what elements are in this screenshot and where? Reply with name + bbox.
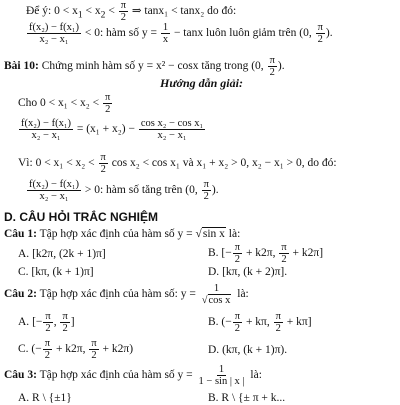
body-text: > 0: hàm số tăng trên (0, xyxy=(81,184,201,197)
question-3-option-b: B. R \ {± π + k... xyxy=(208,392,286,404)
fraction-denominator: 2 xyxy=(281,254,287,266)
fraction-denominator: √cos x xyxy=(201,295,231,307)
fraction-numerator: π xyxy=(275,311,281,322)
fraction xyxy=(43,338,52,361)
fraction-numerator: π xyxy=(62,311,68,322)
fraction-denominator: x₂ − x₁ xyxy=(31,130,61,142)
option-text: , xyxy=(53,316,60,329)
option-text: + k2π, xyxy=(53,343,89,356)
guide-result xyxy=(26,179,219,202)
question-label: Câu 2: xyxy=(4,288,37,301)
question-label: Câu 3: xyxy=(4,369,37,382)
option-text: (− xyxy=(218,316,232,329)
fraction-denominator: 2 xyxy=(44,350,51,362)
fraction-numerator: π xyxy=(281,242,287,253)
fraction-numerator: π xyxy=(120,0,126,11)
body-text: < 0: hàm số y = xyxy=(81,27,160,40)
option-text: + k2π] xyxy=(289,247,324,260)
body-text: ). xyxy=(211,184,219,197)
guide-title: Hướng dẫn giải: xyxy=(160,76,243,90)
fraction xyxy=(19,118,73,141)
fraction-numerator: π xyxy=(269,55,275,66)
fraction-denominator: 2 xyxy=(105,104,111,116)
fraction-numerator: π xyxy=(105,92,111,103)
fraction-numerator: π xyxy=(45,311,51,322)
body-text: cos x₂ < cos x₁ và x₁ + x₂ > 0, x₂ − x₁ > 0, do đó: xyxy=(108,157,337,170)
fraction-denominator: 2 xyxy=(234,254,241,266)
fraction-denominator: 2 xyxy=(62,323,68,335)
option-text: [kπ, (k + 2)π]. xyxy=(219,266,288,278)
sqrt-expression: sin x xyxy=(202,228,225,240)
body-text: = (x₁ + x₂) − xyxy=(73,123,138,136)
body-text: Chứng minh hàm số y = x² − cosx tăng trong (0, xyxy=(38,60,267,73)
fraction-denominator: 2 xyxy=(203,191,209,203)
note-text: < xyxy=(105,5,118,18)
fraction xyxy=(200,283,234,306)
fraction xyxy=(89,338,98,361)
question-2 xyxy=(4,283,249,306)
question-2-option-c xyxy=(18,338,133,361)
fraction-numerator: f(x₂) − f(x₁) xyxy=(29,179,79,190)
fraction-denominator: x₂ − x₁ xyxy=(157,130,187,142)
fraction xyxy=(103,92,112,115)
question-1-option-c xyxy=(18,267,94,279)
fraction-numerator: π xyxy=(100,152,106,163)
option-text: + k2π) xyxy=(99,343,134,356)
question-text: là: xyxy=(247,369,262,382)
fraction-numerator: cos x₂ − cos x₁ xyxy=(140,118,204,129)
fraction-denominator: 2 xyxy=(234,323,241,335)
fraction-numerator: π xyxy=(203,179,209,190)
option-text: [kπ, (k + 1)π] xyxy=(28,266,94,278)
option-text: (− xyxy=(28,343,42,356)
fraction xyxy=(60,311,69,334)
fraction xyxy=(202,179,211,202)
fraction xyxy=(233,311,242,334)
body-text: Cho 0 < x₁ < x₂ < xyxy=(18,97,103,110)
fraction-numerator: 1 xyxy=(218,364,225,375)
question-3-option-a: A. R \ {±1} xyxy=(18,392,72,404)
fraction xyxy=(316,22,325,45)
fraction-numerator: f(x₂) − f(x₁) xyxy=(21,118,71,129)
note-text: < x xyxy=(82,5,101,18)
fraction-denominator: 2 xyxy=(91,350,97,362)
question-2-option-d xyxy=(208,345,287,357)
fraction xyxy=(161,22,170,45)
fraction xyxy=(27,22,81,45)
fraction xyxy=(279,242,288,265)
question-1-option-b xyxy=(208,242,323,265)
fraction-numerator: π xyxy=(234,311,241,322)
exercise-label: Bài 10: xyxy=(4,60,39,73)
option-text: + kπ, xyxy=(243,316,273,329)
fraction-numerator: f(x₂) − f(x₁) xyxy=(29,22,79,33)
body-text: Vì: 0 < x₁ < x₂ < xyxy=(18,157,98,170)
option-label: A. xyxy=(18,316,30,329)
sqrt-expression: cos x xyxy=(208,295,231,307)
fraction-numerator: 1 xyxy=(162,22,169,33)
question-2-option-a xyxy=(18,311,75,334)
option-text: [k2π, (2k + 1)π] xyxy=(29,248,106,260)
fraction xyxy=(233,242,242,265)
option-label: B. xyxy=(208,316,219,329)
fraction-denominator: 2 xyxy=(120,12,126,24)
question-label: Câu 1: xyxy=(4,228,37,240)
fraction xyxy=(99,152,108,175)
fraction xyxy=(43,311,52,334)
fraction xyxy=(119,0,128,23)
fraction-denominator: 2 xyxy=(317,34,323,46)
fraction xyxy=(274,311,283,334)
body-text: ). xyxy=(325,27,333,40)
question-text: Tập hợp xác định của hàm số: y = xyxy=(36,288,199,301)
fraction-denominator: x₂ − x₁ xyxy=(39,34,69,46)
option-text: + kπ] xyxy=(283,316,312,329)
exercise-line xyxy=(4,55,285,78)
fraction-denominator: 2 xyxy=(275,323,281,335)
option-text: [− xyxy=(218,247,232,260)
question-2-option-b xyxy=(208,311,312,334)
fraction-numerator: π xyxy=(317,22,323,33)
fraction-denominator: 1 − sin | x | xyxy=(198,376,245,388)
question-text: Tập hợp xác định của hàm số y = xyxy=(36,369,196,382)
fraction-denominator: x xyxy=(162,34,169,46)
option-label: B. xyxy=(208,247,219,260)
fraction-numerator: 1 xyxy=(213,283,220,294)
fraction-numerator: π xyxy=(91,338,97,349)
note-text: Để ý: 0 < x xyxy=(26,5,78,18)
subscript: 2 xyxy=(100,9,106,21)
question-text: Tập hợp xác định của hàm số y = xyxy=(36,228,196,240)
fraction-numerator: π xyxy=(44,338,51,349)
section-title: D. CÂU HỎI TRẮC NGHIỆM xyxy=(4,210,158,224)
question-text: là: xyxy=(234,288,249,301)
option-label: C. xyxy=(18,266,29,278)
body-text: ). xyxy=(277,60,285,73)
fraction xyxy=(139,118,205,141)
guide-condition xyxy=(18,92,113,115)
option-label: D. xyxy=(208,266,220,278)
note-text: ⇒ tanx₁ < tanx₂ do đó: xyxy=(129,5,237,18)
option-label: D. xyxy=(208,344,220,356)
fraction-denominator: x₂ − x₁ xyxy=(39,191,69,203)
fraction xyxy=(268,55,277,78)
guide-reason xyxy=(18,152,337,175)
fraction-denominator: 2 xyxy=(269,67,275,79)
question-1: Câu 1: Tập hợp xác định của hàm số y = √sin x là: xyxy=(4,228,241,240)
question-3 xyxy=(4,364,262,387)
fraction xyxy=(27,179,81,202)
option-text: + k2π, xyxy=(243,247,279,260)
option-text: [− xyxy=(29,316,43,329)
note-line xyxy=(26,0,236,23)
question-1-option-a xyxy=(18,249,106,261)
guide-equation xyxy=(18,118,206,141)
decreasing-line xyxy=(26,22,333,45)
subscript: 1 xyxy=(77,9,83,21)
option-text: (kπ, (k + 1)π). xyxy=(219,344,288,356)
question-1-option-d xyxy=(208,267,287,279)
fraction-numerator: π xyxy=(234,242,241,253)
option-text: ] xyxy=(70,316,75,329)
fraction-denominator: 2 xyxy=(45,323,51,335)
option-label: A. xyxy=(18,248,30,260)
question-text: là: xyxy=(225,228,241,240)
fraction xyxy=(197,364,247,387)
option-label: C. xyxy=(18,343,29,356)
body-text: − tanx luôn luôn giảm trên (0, xyxy=(171,27,315,40)
fraction-denominator: 2 xyxy=(100,164,106,176)
